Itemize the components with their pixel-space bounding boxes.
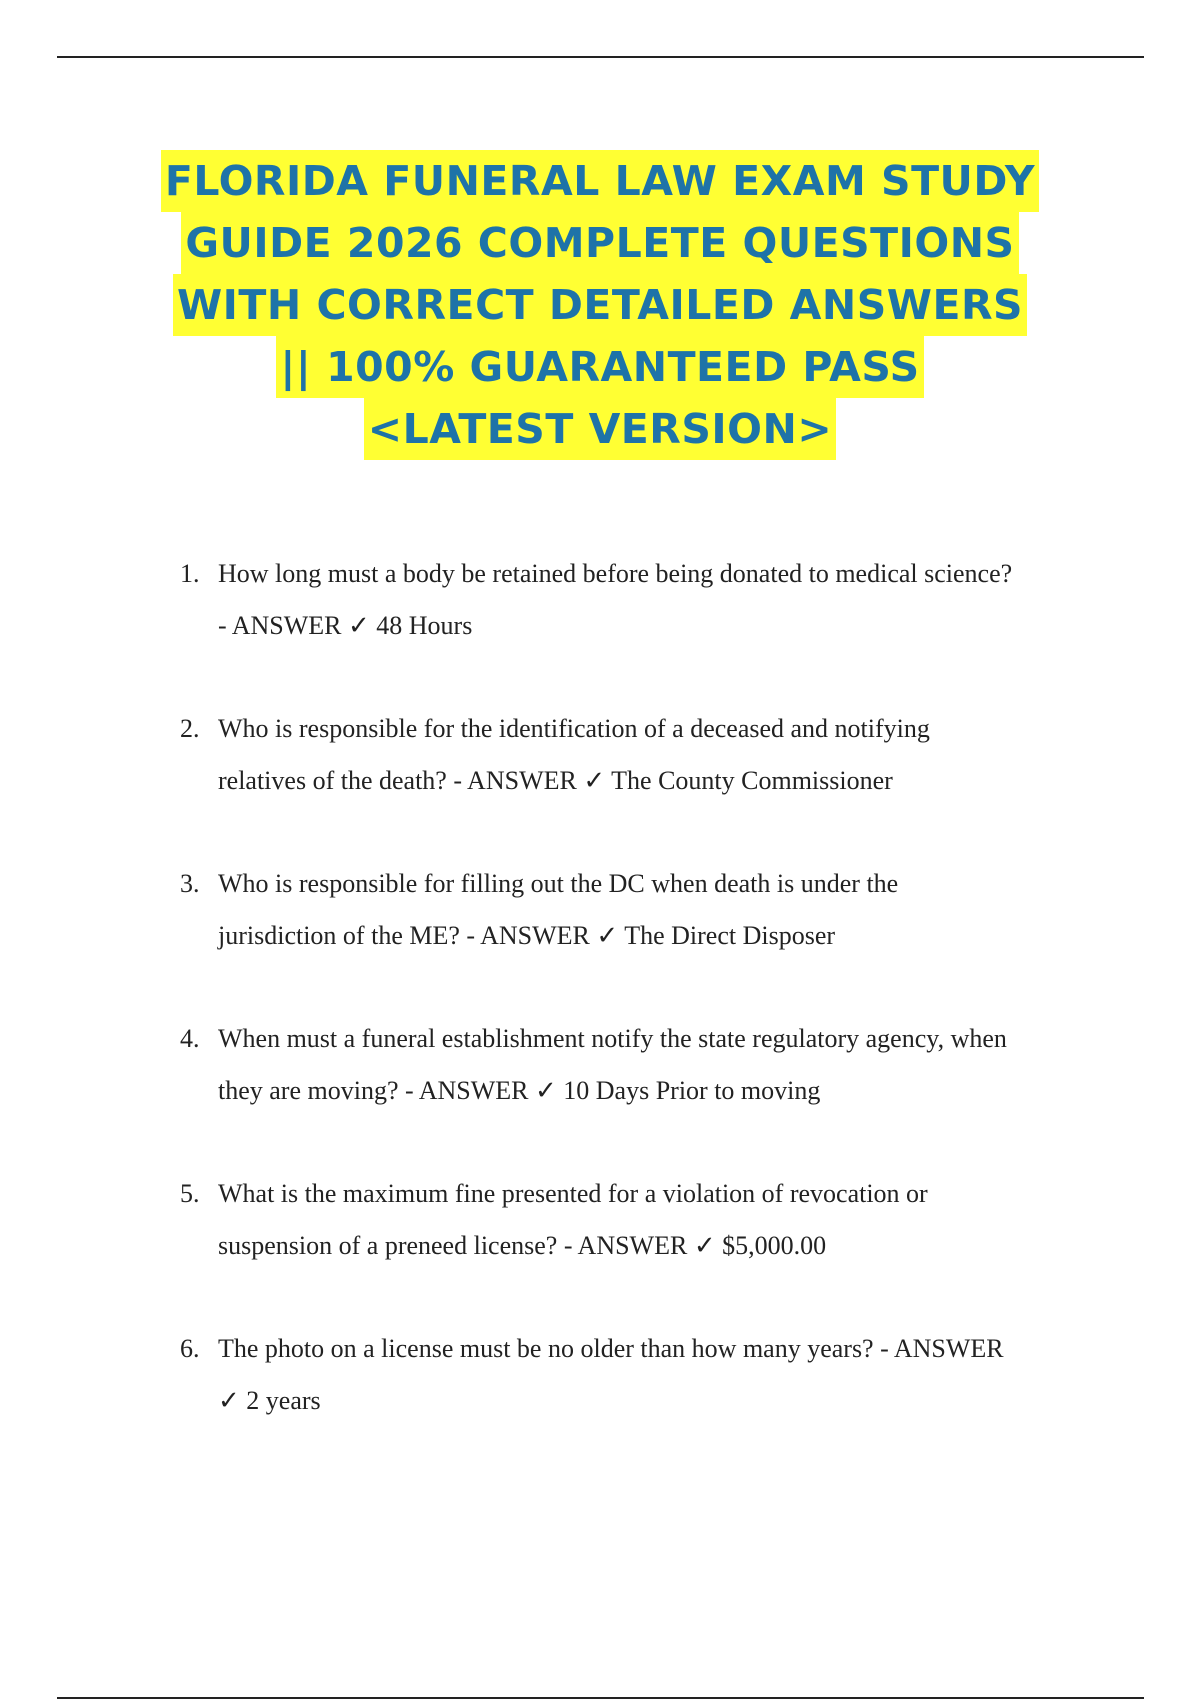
question-text <box>218 1323 1088 1427</box>
answer-line: they are moving? - ANSWER ✓ 10 Days Prior to moving <box>218 1076 821 1105</box>
question-line: Who is responsible for filling out the DC when death is under the <box>218 869 899 898</box>
title-line: WITH CORRECT DETAILED ANSWERS <box>173 274 1027 336</box>
title-line: FLORIDA FUNERAL LAW EXAM STUDY <box>161 150 1039 212</box>
question-list <box>0 548 1200 1478</box>
question-line: The photo on a license must be no older than how many years? - ANSWER <box>218 1334 1004 1363</box>
answer-line: ✓ 2 years <box>218 1386 321 1415</box>
title-line: || 100% GUARANTEED PASS <box>276 336 923 398</box>
question-item <box>0 1013 1200 1168</box>
question-item <box>0 1168 1200 1323</box>
question-text <box>218 548 1088 652</box>
answer-line: - ANSWER ✓ 48 Hours <box>218 611 473 640</box>
answer-line: relatives of the death? - ANSWER ✓ The County Commissioner <box>218 766 893 795</box>
question-number: 1. <box>180 559 200 588</box>
question-line: When must a funeral establishment notify the state regulatory agency, when <box>218 1024 1007 1053</box>
question-item <box>0 548 1200 703</box>
question-text <box>218 858 1088 962</box>
question-number: 5. <box>180 1179 200 1208</box>
question-text <box>218 1168 1088 1272</box>
question-number: 2. <box>180 714 200 743</box>
bottom-divider <box>57 1697 1144 1699</box>
top-divider <box>57 56 1144 58</box>
question-number: 4. <box>180 1024 200 1053</box>
question-item <box>0 858 1200 1013</box>
question-number: 6. <box>180 1334 200 1363</box>
question-item <box>0 703 1200 858</box>
answer-line: suspension of a preneed license? - ANSWER ✓ $5,000.00 <box>218 1231 827 1260</box>
question-text <box>218 1013 1088 1117</box>
question-line: How long must a body be retained before being donated to medical science? <box>218 559 1013 588</box>
question-line: Who is responsible for the identification of a deceased and notifying <box>218 714 930 743</box>
question-number: 3. <box>180 869 200 898</box>
question-text <box>218 703 1088 807</box>
title-line: <LATEST VERSION> <box>364 398 836 460</box>
question-item <box>0 1323 1200 1478</box>
document-title <box>60 150 1140 460</box>
answer-line: jurisdiction of the ME? - ANSWER ✓ The Direct Disposer <box>218 921 836 950</box>
question-line: What is the maximum fine presented for a violation of revocation or <box>218 1179 928 1208</box>
title-line: GUIDE 2026 COMPLETE QUESTIONS <box>181 212 1018 274</box>
